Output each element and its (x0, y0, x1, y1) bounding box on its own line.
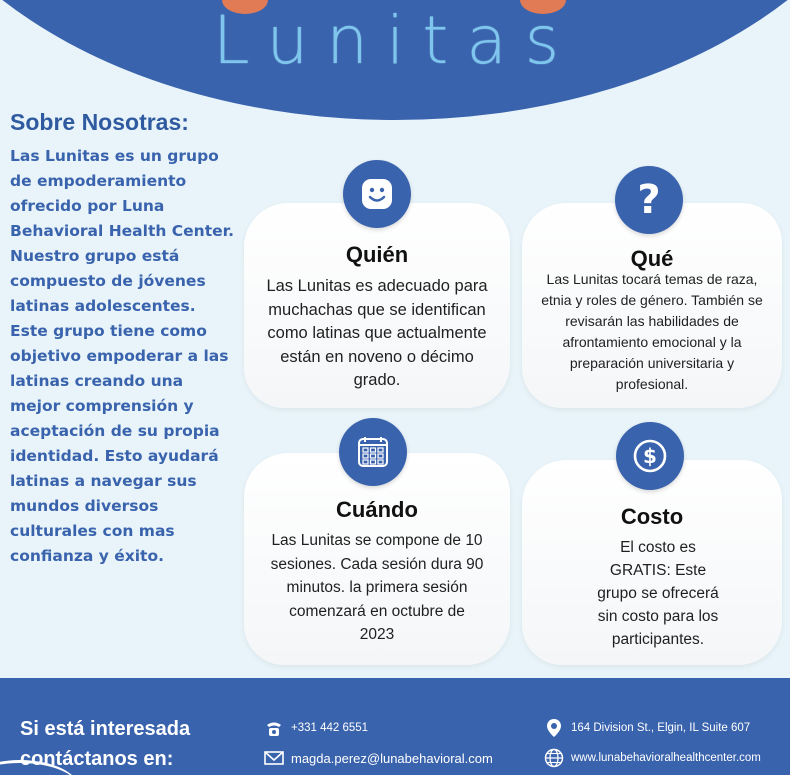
contact-website[interactable] (544, 748, 761, 768)
dollar-icon (616, 422, 684, 490)
phone-text: +331 442 6551 (291, 722, 369, 734)
footer (0, 678, 790, 775)
email-icon (264, 748, 284, 768)
about-body: Las Lunitas es un grupo de empoderamiento ofrecido por Luna Behavioral Health Center. Nuestro grupo está compuesto de jóvenes latinas adolescentes. Este grupo tiene como objetivo empoderar a las latinas creando una mejor comprensión y aceptación de su propia identidad. Esto ayudará latinas a navegar sus mundos diversos culturales con mas confianza y éxito. (10, 147, 234, 565)
calendar-icon (339, 418, 407, 486)
smiley-icon (343, 160, 411, 228)
location-pin-icon (544, 718, 564, 738)
logo-text: Lunitas (212, 2, 578, 79)
card-costo-title: Costo (620, 504, 684, 529)
card-cuando-title: Cuándo (336, 497, 418, 522)
card-costo-body: El costo es GRATIS: Este grupo se ofrecerá sin costo para los participantes. (597, 539, 719, 648)
svg-text:$: $ (643, 444, 657, 468)
card-quien-title: Quién (345, 242, 409, 267)
card-quien (244, 203, 510, 408)
card-quien-body: Las Lunitas es adecuado para muchachas que se identifican como latinas que actualmente están en noveno o décimo grado. (266, 277, 488, 389)
email-text: magda.perez@lunabehavioral.com (291, 750, 493, 766)
address-text: 164 Division St., Elgin, IL Suite 607 (571, 722, 751, 734)
website-text: www.lunabehavioralhealthcenter.com (571, 752, 761, 764)
question-mark-icon: ? (615, 166, 683, 234)
about-title: Sobre Nosotras: (10, 109, 189, 135)
contact-address[interactable] (544, 718, 750, 738)
globe-icon (544, 748, 564, 768)
card-que-body: Las Lunitas tocará temas de raza, etnia y roles de género. También se revisarán las habilidades de afrontamiento emocional y la preparación universitaria y profesional. (541, 271, 763, 392)
phone-icon (264, 718, 284, 738)
card-costo (522, 460, 782, 665)
contact-phone[interactable] (264, 718, 368, 738)
card-cuando-body: Las Lunitas se compone de 10 sesiones. Cada sesión dura 90 minutos. la primera sesión comenzará en octubre de 2023 (270, 532, 484, 643)
about-section (10, 108, 235, 569)
contact-email[interactable] (264, 748, 493, 768)
footer-cta: Si está interesada contáctanos en: (20, 718, 191, 770)
card-que-title: Qué (630, 246, 674, 271)
